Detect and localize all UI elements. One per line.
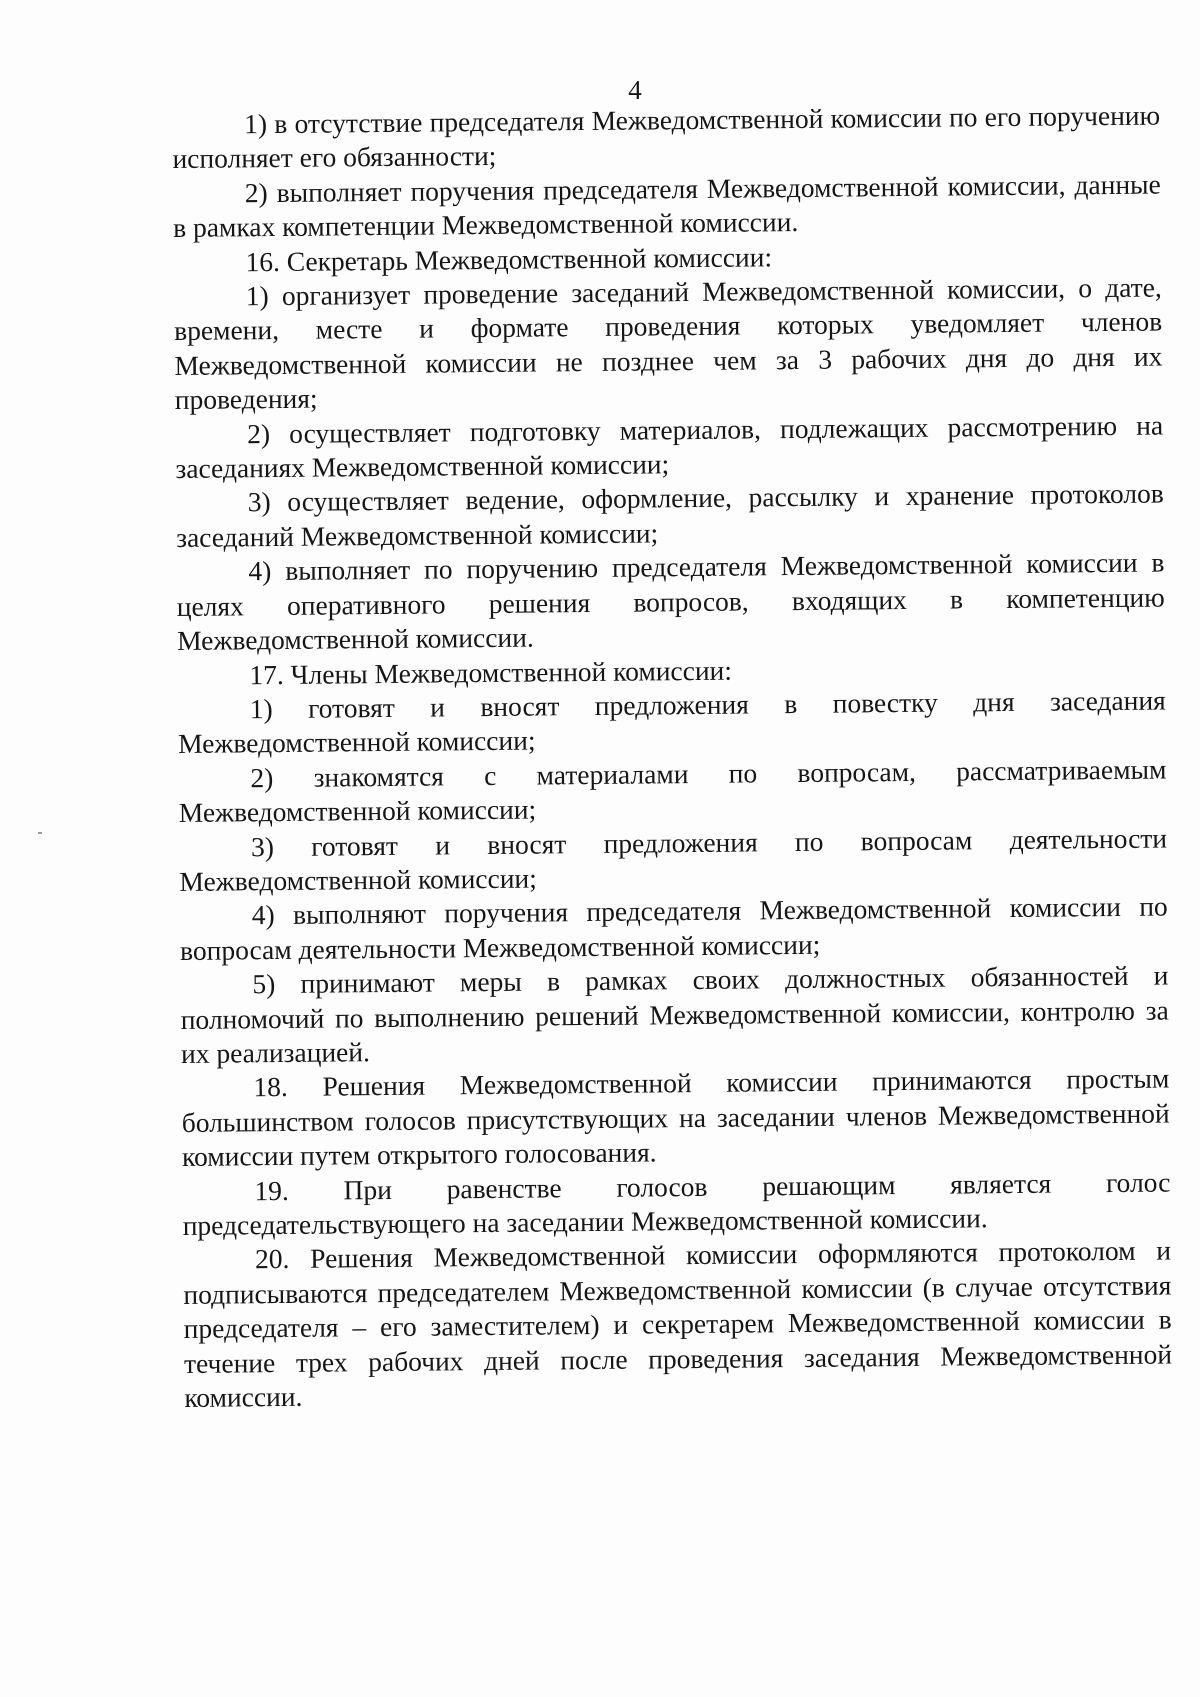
scan-artifact [38, 832, 42, 834]
paragraph-17-item-5: 5) принимают меры в рамках своих должностных обязанностей и полномочий по выполнению решений Межведомственной комиссии, контролю за их реализацией. [180, 959, 1169, 1069]
paragraph-17-item-2: 2) знакомятся с материалами по вопросам, рассматриваемым Межведомственной комиссии; [178, 753, 1167, 829]
paragraph-17-heading: 17. Члены Межведомственной комиссии: [249, 654, 733, 690]
paragraph-16-item-2: 2) осуществляет подготовку материалов, подлежащих рассмотрению на заседаниях Межведомственной комиссии; [175, 409, 1164, 485]
paragraph-17-item-1: 1) готовят и вносят предложения в повестку дня заседания Межведомственной комиссии; [177, 684, 1166, 760]
paragraph-16-heading: 16. Секретарь Межведомственной комиссии: [245, 240, 773, 277]
paragraph-16-item-4: 4) выполняет по поручению председателя Межведомственной комиссии в целях оперативного решения вопросов, входящих в компетенцию Межведомственной комиссии. [176, 546, 1165, 657]
paragraph-20: 20. Решения Межведомственной комиссии оформляются протоколом и подписываются председателем Межведомственной комиссии (в случае отсутствия председателя – его заместителем) и секретарем Межведомственной комиссии в течение трех рабочих дней после проведения заседания Межведомственной комиссии. [183, 1234, 1173, 1413]
paragraph-17-item-3: 3) готовят и вносят предложения по вопросам деятельности Межведомственной комиссии; [179, 822, 1168, 897]
paragraph-16-item-3: 3) осуществляет ведение, оформление, рассылку и хранение протоколов заседаний Межведомственной комиссии; [175, 477, 1164, 553]
document-body [172, 99, 1173, 1416]
paragraph-17-item-4: 4) выполняют поручения председателя Межведомственной комиссии по вопросам деятельности Межведомственной комиссии; [179, 890, 1168, 966]
paragraph-18: 18. Решения Межведомственной комиссии принимаются простым большинством голосов присутствующих на заседании членов Межведомственной комиссии путем открытого голосования. [181, 1062, 1170, 1173]
paragraph-16-item-1: 1) организует проведение заседаний Межведомственной комиссии, о дате, времени, месте и формате проведения которых уведомляет членов Межведомственной комиссии не позднее чем за 3 рабочих дня до дня их проведения; [173, 271, 1163, 416]
paragraph-15-item-1: 1) в отсутствие председателя Межведомственной комиссии по его поручению исполняет его обязанности; [172, 99, 1161, 175]
paragraph-15-item-2: 2) выполняет поручения председателя Межведомственной комиссии, данные в рамках компетенции Межведомственной комиссии. [173, 168, 1161, 244]
paragraph-19: 19. При равенстве голосов решающим является голос председательствующего на заседании Межведомственной комиссии. [182, 1166, 1171, 1241]
page-number: 4 [628, 75, 642, 105]
